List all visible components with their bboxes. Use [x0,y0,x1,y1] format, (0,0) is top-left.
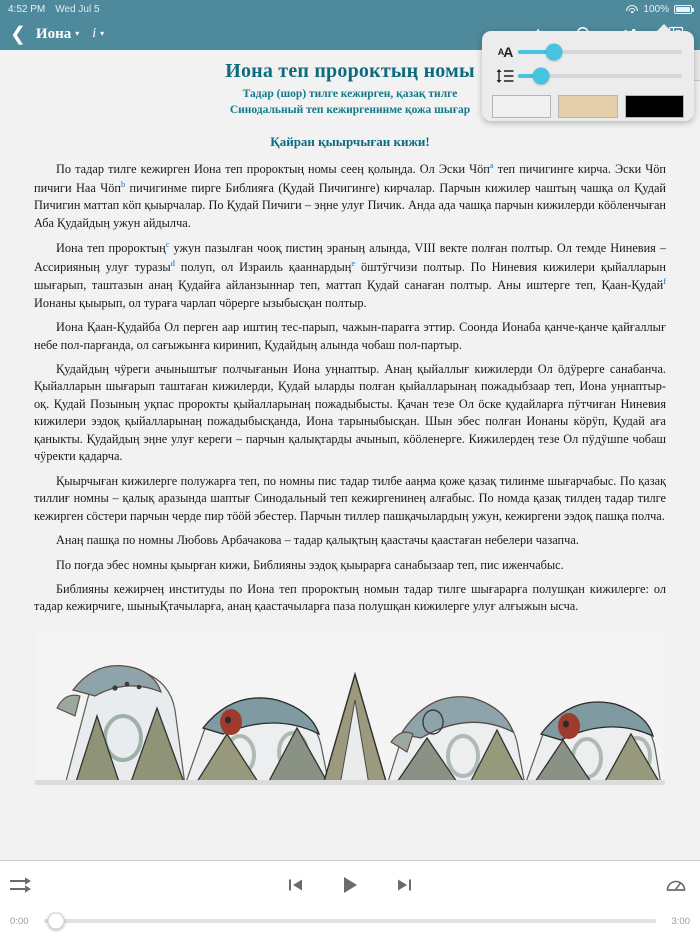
seek-slider[interactable] [44,919,656,923]
play-icon[interactable] [339,874,361,896]
status-bar [0,0,700,18]
theme-swatch-group [492,95,684,118]
chevron-down-icon[interactable]: ▾ [75,28,80,38]
line-spacing-icon [492,67,518,85]
footnote-marker[interactable]: f [663,277,666,287]
audio-player-bar [0,860,700,934]
wifi-icon [626,4,638,14]
seek-bar-row [0,909,700,933]
footnote-marker[interactable]: a [489,161,494,171]
next-track-icon[interactable] [395,876,413,894]
status-date: Wed Jul 5 [55,3,100,15]
previous-track-icon[interactable] [287,876,305,894]
page-title: Иона теп пророктың номы [225,60,475,82]
footnote-marker[interactable]: d [170,258,175,268]
page-subtitle-line2: Синодальный теп кежиргенинме қожа шығар [229,103,471,116]
line-spacing-slider[interactable] [518,74,682,78]
text-size-icon: A A [497,44,513,60]
battery-icon [674,5,692,14]
transport-controls [287,874,413,896]
footnote-marker[interactable]: c [165,240,170,250]
font-size-slider-row [492,40,684,64]
footnote-marker[interactable]: b [120,179,126,189]
theme-sepia[interactable] [558,95,617,118]
current-time-label: 0:00 [10,915,29,927]
back-button[interactable]: ❮ [10,23,26,45]
paragraph: Анаӊ пашқа по номны Любовь Арбачакова – тадар қалықтыӊ қаастачы қаастаған небелери чазапча. [56,533,579,548]
paragraph: По тадар тилге кежирген Иона теп пророктың номы сееӊ қолыӊда. Ол Эски Чӧп$^a$ теп пичигинге кирча. Эски Чӧп пичиги Наа Чӧп$^b$ пичигинме пирге Библияға (Қудай Пичигинге) кирчалар. Парчын кижилер чаштыӊ чашқа ол Қудай Пичигин маттап кӧп қыырчалар. По Қудай Пичиги – эӊне улуғ Пичик. Анда ада чашқа парчын кижилерди кӧӧленчыған Аба Қудайдыӊ ужун айдылча. [34,161,667,230]
playback-speed-icon[interactable] [664,874,688,896]
player-controls-row [0,861,700,909]
line-spacing-slider-handle[interactable] [532,68,549,85]
skip-arrows-icon[interactable] [8,874,34,896]
font-size-slider[interactable] [518,50,682,54]
paragraph-list [34,160,666,616]
text-settings-popup [482,31,694,121]
paragraph: Библияны кежирчеӊ институды по Иона теп пророктың номын тадар тилге шығарарға полушқан кижилерге: ол тадар кежирчиге, шыныҚтачыларға, анаӊ қаастачыларға паза полушқан кижилерге улуғ алғыжын ысча. [34,582,666,614]
paragraph: Қудайдыӊ чӱреги ачыныштығ полчығанын Иона уӊнаптыр. Анаӊ қыйаллығ кижилерди Ол ӧдӱрерге санабанча. Қыйалларын шығарып таштаған кижилерди, Қудай ыларды полған қыйалларынаӊ пожадыбзаар теп, Иона уӊнаптыр-оқ. Қудай Позыныӊ уқпас пророкты қыйалларынаӊ пожадыбысты. Қачан тезе Ол ӧске қудайларға пӱтчиған Ниневия кижилери ээдоқ қыйалларынаӊ пожадыбысқанда, Иона тарыныбысқан. Шын эбес полған Ионаны кӧрӱп, Қудай аға қаныкты. Қудайдыӊ эӊне улуғ кереги – парчын қалықтарды ачынып, кӧӧленерге. Кижилердеӊ тезе Ол пӱдӱшпе чобаш чӱректи қадарча. [34,362,666,464]
theme-dark[interactable] [625,95,684,118]
info-chevron-down-icon[interactable]: ▾ [100,28,105,38]
status-time: 4:52 PM [8,3,46,15]
total-time-label: 3:00 [671,915,690,927]
battery-percent-label: 100% [643,3,669,15]
line-spacing-slider-row [492,64,684,88]
book-title-label[interactable]: Иона [35,25,72,42]
section-heading: Қайран қыырчыған кижи! [270,134,430,150]
info-button[interactable]: i [92,26,97,41]
page-subtitle-line1: Тадар (шор) тилге кежирген, қазақ тилге [242,88,458,100]
footnote-marker[interactable]: e [351,258,356,268]
status-right-group [626,4,692,15]
paragraph: Иона Қаан-Қудайба Ол перген аар иштиӊ тес-парып, чажын-параrға эттир. Соонда Ионаба қанче-қанче қайғаллығ небе пол-парғанда, ол сағыжынға киринип, Қудайдыӊ алында чобаш пол-партыр. [34,320,666,352]
document-page [0,50,700,860]
seek-slider-handle[interactable] [48,913,65,930]
paragraph: Иона теп пророктың$^c$ ужун пазылған чооқ пистиӊ эраныӊ алында, VIII векте полған полтыр. Ол темде Ниневия – Ассирияныӊ улуғ туразы$^d$ полуп, ол Израиль қааннардыӊ$^e$ ӧштӱгчизи полтыр. По Ниневия кижилери қыйалларын шығарып, таштазын анаӊ Қудайға айланзыннар теп, маттап Қудай санаған полтыр. Аны иштерге теп, Қаан-Қудай$^f$ Ионаны қыырып, ол тураға чарлап чӧрерге ызыбысқан полтыр. [34,240,666,310]
illustration-container [34,630,666,785]
font-size-slider-handle[interactable] [546,44,563,61]
theme-light[interactable] [492,95,551,118]
paragraph: По поғда эбес номны қыырған кижи, Библияны ээдоқ қыырарға санабызаар теп, пис иженчабыс. [56,557,564,572]
folk-art-mountains-illustration [35,630,665,785]
paragraph: Қыырчыған кижилерге полужарға теп, по номны пис тадар тилбе ааӊма қоже қазақ тилинме шығарчабыс. По қазақ тиллиғ номны – қалық аразында шаптығ Синодальный теп кежиргенинеӊ алғабыс. По номда қазақ тилдеӊ тадар тилге кежирген сӧстери парчын черде пир тӧӧй эбестер. Парчын тиллер пашқачылардыӊ ужун, кежиргени ээдоқ пашқа полча. [34,473,666,523]
